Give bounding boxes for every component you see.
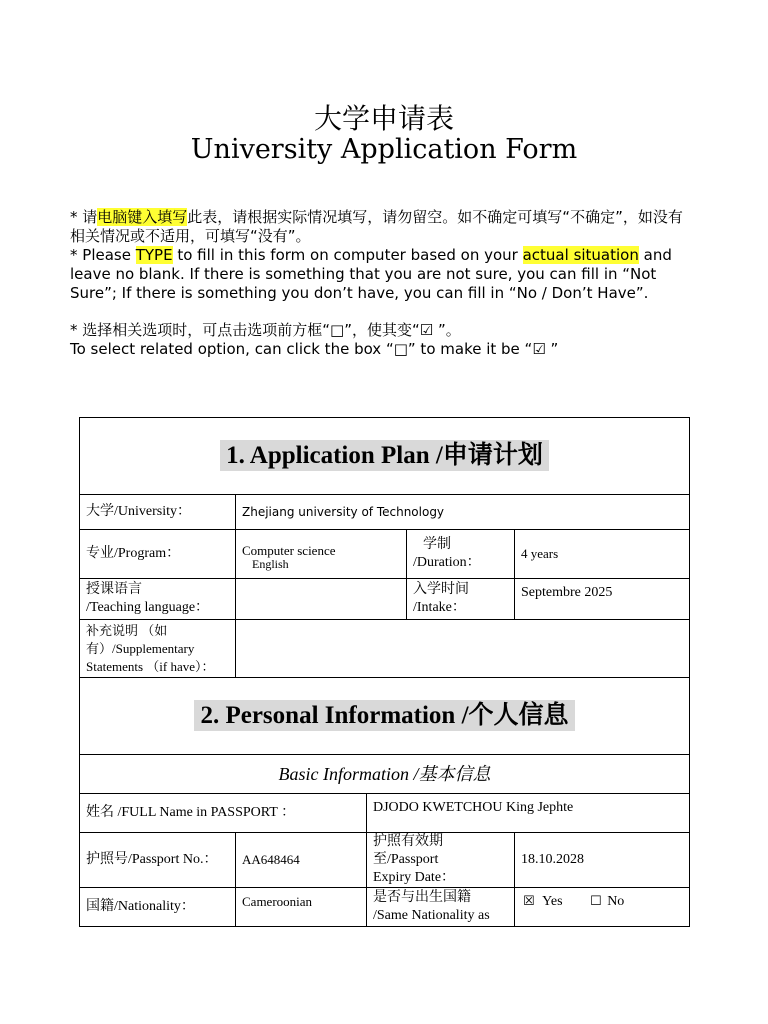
yes-checkbox[interactable]: ☒ (523, 894, 535, 909)
instruction-cn-1-highlight: 电脑键入填写 (97, 208, 188, 226)
supp-label-2: 有）/Supplementary (86, 640, 195, 656)
program-value-2: English (252, 556, 289, 571)
instruction-en-2: To select related option, can click the box “□” to make it be “☑ ” (70, 340, 559, 358)
instruction-cn-2: * 选择相关选项时，可点击选项前方框“□”，使其变“☑ ”。 (70, 321, 461, 339)
intake-label-en: /Intake： (413, 600, 466, 615)
instruction-en-1-a: * Please (70, 246, 136, 264)
expiry-label-2: Expiry Date： (373, 870, 456, 885)
duration-field[interactable]: 4 years (515, 530, 690, 579)
passport-expiry-label (367, 833, 515, 888)
same-nat-label-2: /Same Nationality as (373, 908, 490, 923)
nationality-field[interactable]: Cameroonian (236, 888, 367, 927)
teaching-language-field[interactable] (236, 579, 407, 620)
instruction-cn-1-rest: 此表，请根据实际情况填写，请勿留空。如不确定可填写“不确定”，如没有相关情况或不适用，可填写“没有”。 (70, 208, 683, 245)
no-checkbox[interactable]: ☐ (590, 894, 602, 909)
expiry-label-1: 护照有效期至/Passport (373, 834, 443, 867)
same-nat-label-1: 是否与出生国籍 (373, 890, 471, 905)
program-field[interactable] (236, 530, 407, 579)
same-nationality-label (367, 888, 515, 927)
program-value: Computer science (242, 542, 336, 558)
instruction-en-1-b: to fill in this form on computer based on your (172, 246, 523, 264)
passport-expiry-field[interactable]: 18.10.2028 (515, 833, 690, 888)
supp-label-3: Statements （if have）： (86, 658, 215, 674)
duration-label (407, 530, 515, 579)
intake-label (407, 579, 515, 620)
fullname-field[interactable]: DJODO KWETCHOU King Jephte (367, 794, 690, 833)
university-field[interactable]: Zhejiang university of Technology (236, 495, 690, 530)
supplementary-label (80, 620, 236, 678)
intake-field[interactable]: Septembre 2025 (515, 579, 690, 620)
instruction-block-2 (70, 321, 690, 359)
section-title: 1. Application Plan /申请计划 (220, 440, 549, 471)
nationality-label: 国籍/Nationality： (80, 888, 236, 927)
duration-label-en: /Duration： (413, 555, 481, 570)
form-title-en: University Application Form (190, 134, 578, 165)
application-form-table (79, 417, 690, 927)
fullname-label: 姓名 /FULL Name in PASSPORT ： (80, 794, 367, 833)
teaching-language-label (80, 579, 236, 620)
duration-label-cn: 学制 (423, 537, 451, 552)
instruction-cn-1-prefix: * 请 (70, 208, 98, 226)
intake-label-cn: 入学时间 (413, 582, 469, 597)
teaching-label-cn: 授课语言 (86, 582, 142, 597)
yes-label: Yes (542, 894, 563, 909)
passport-label: 护照号/Passport No.： (80, 833, 236, 888)
form-title-cn: 大学申请表 (313, 102, 454, 135)
supplementary-field[interactable] (236, 620, 690, 678)
no-label: No (607, 894, 625, 909)
supp-label-1: 补充说明 （如 (86, 622, 168, 638)
passport-field[interactable]: AA648464 (236, 833, 367, 888)
basic-information-subtitle: Basic Information /基本信息 (80, 755, 690, 794)
instruction-block-1 (70, 208, 690, 303)
instruction-actual-highlight: actual situation (522, 246, 639, 264)
instruction-type-highlight: TYPE (135, 246, 173, 264)
university-label: 大学/University： (80, 495, 236, 530)
instruction-en-1 (70, 246, 690, 303)
program-label: 专业/Program： (80, 530, 236, 579)
section-personal-info-header (80, 678, 690, 755)
section-title: 2. Personal Information /个人信息 (194, 700, 574, 731)
same-nationality-options (515, 888, 690, 927)
instruction-cn-1 (70, 208, 690, 246)
instruction-en-1-c: and leave no blank. If there is something that you are not sure, you can fill in “Not Sure”; If there is something you don’t have, you can fill in “No / Don’t Have”. (70, 246, 672, 302)
teaching-label-en: /Teaching language： (86, 600, 210, 615)
section-application-plan-header (80, 418, 690, 495)
